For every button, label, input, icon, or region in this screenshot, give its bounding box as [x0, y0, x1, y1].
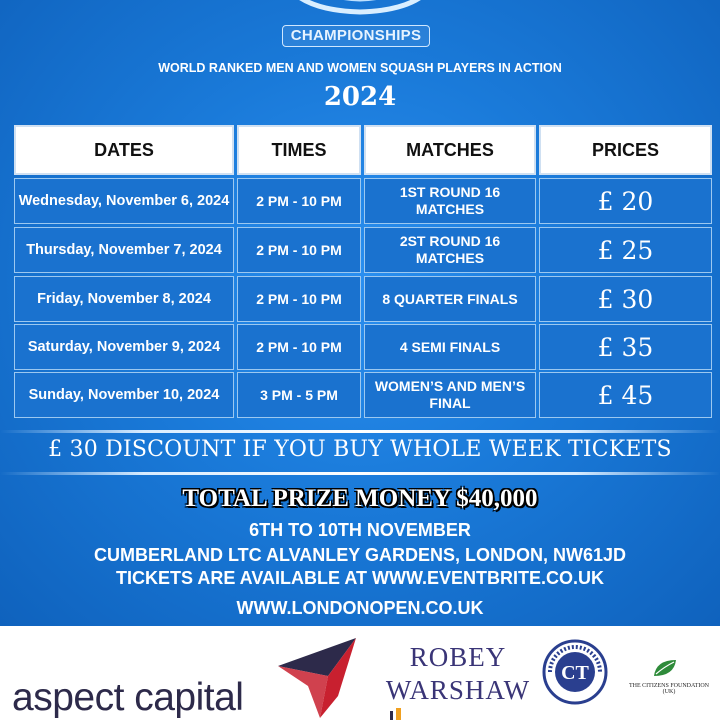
matches-cell: 2ST ROUND 16 MATCHES	[364, 227, 536, 273]
price-cell: £ 30	[539, 276, 712, 322]
discount-banner: £ 30 DISCOUNT IF YOU BUY WHOLE WEEK TICKETS	[48, 437, 672, 462]
date-cell: Saturday, November 9, 2024	[14, 324, 234, 370]
event-subtitle: WORLD RANKED MEN AND WOMEN SQUASH PLAYERS IN ACTION	[158, 61, 562, 75]
aspect-capital-logo: aspect capital	[12, 676, 244, 719]
tickets-info: TICKETS ARE AVAILABLE AT WWW.EVENTBRITE.CO.UK	[116, 568, 604, 588]
event-dates: 6TH TO 10TH NOVEMBER	[249, 520, 471, 540]
date-cell: Wednesday, November 6, 2024	[14, 178, 234, 224]
aspect-capital-mark-icon	[268, 636, 360, 718]
price-cell: £ 45	[539, 372, 712, 418]
date-cell: Friday, November 8, 2024	[14, 276, 234, 322]
championships-badge: CHAMPIONSHIPS	[282, 25, 430, 47]
matches-cell: 4 SEMI FINALS	[364, 324, 536, 370]
event-year: 2024	[323, 82, 397, 112]
venue-address: CUMBERLAND LTC ALVANLEY GARDENS, LONDON, NW61JD	[93, 545, 626, 565]
header-prices: PRICES	[539, 125, 712, 175]
time-cell: 2 PM - 10 PM	[237, 227, 361, 273]
matches-cell: 1ST ROUND 16 MATCHES	[364, 178, 536, 224]
leaf-icon	[652, 658, 678, 678]
price-cell: £ 35	[539, 324, 712, 370]
divider-line	[0, 472, 720, 475]
championship-logo-icon	[270, 0, 450, 18]
time-cell: 2 PM - 10 PM	[237, 178, 361, 224]
date-cell: Thursday, November 7, 2024	[14, 227, 234, 273]
header-times: TIMES	[237, 125, 361, 175]
citizens-foundation-logo: THE CITIZENS FOUNDATION (UK)	[629, 683, 709, 695]
time-cell: 3 PM - 5 PM	[237, 372, 361, 418]
matches-cell: WOMEN’S AND MEN’S FINAL	[364, 372, 536, 418]
price-cell: £ 25	[539, 227, 712, 273]
sponsor-footer	[0, 626, 720, 720]
time-cell: 2 PM - 10 PM	[237, 276, 361, 322]
robey-warshaw-line1: ROBEY	[409, 642, 507, 672]
time-cell: 2 PM - 10 PM	[237, 324, 361, 370]
price-cell: £ 20	[539, 178, 712, 224]
header-dates: DATES	[14, 125, 234, 175]
matches-cell: 8 QUARTER FINALS	[364, 276, 536, 322]
partial-logo-icon	[390, 708, 404, 720]
header-matches: MATCHES	[364, 125, 536, 175]
date-cell: Sunday, November 10, 2024	[14, 372, 234, 418]
cumberland-club-seal-icon	[542, 639, 608, 705]
website-link[interactable]: WWW.LONDONOPEN.CO.UK	[236, 598, 484, 618]
svg-text:CT: CT	[561, 662, 589, 684]
prize-money: TOTAL PRIZE MONEY $40,000	[182, 485, 538, 512]
divider-line	[0, 430, 720, 433]
robey-warshaw-line2: WARSHAW	[385, 675, 531, 705]
schedule-table	[14, 125, 712, 417]
